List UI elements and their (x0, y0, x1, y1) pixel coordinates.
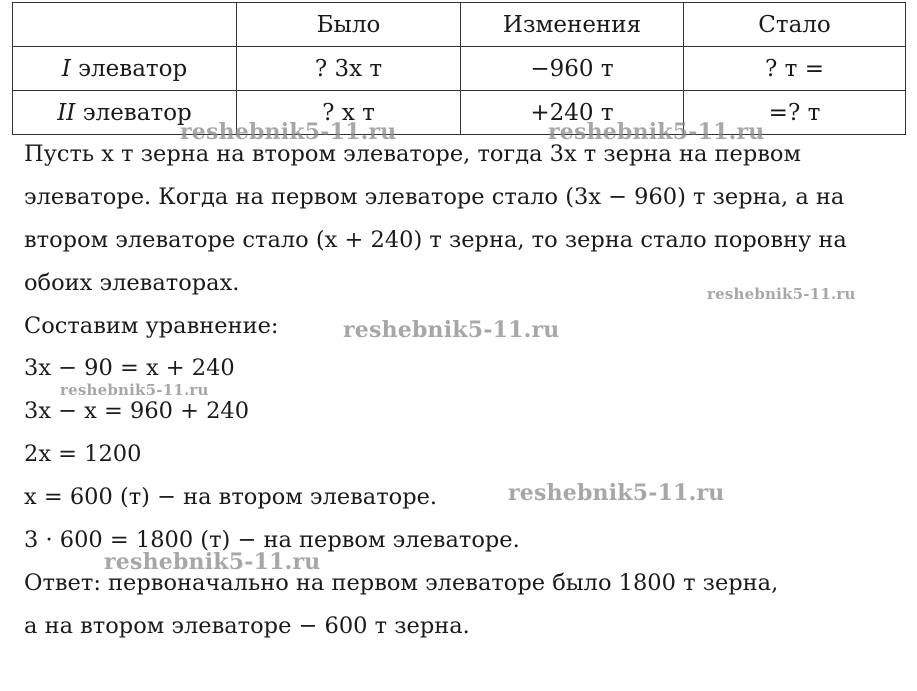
row-label-cell (13, 47, 237, 91)
table-row (13, 91, 906, 135)
data-table (12, 2, 906, 135)
row-label-text: элеватор (70, 55, 188, 82)
watermark: reshebnik5-11.ru (343, 317, 560, 343)
cell-change: +240 т (461, 91, 684, 135)
watermark: reshebnik5-11.ru (548, 119, 765, 145)
cell-was: ? 3x т (237, 47, 461, 91)
table-row (13, 47, 906, 91)
solution-line: элеваторе. Когда на первом элеваторе стало (3x − 960) т зерна, а на (24, 184, 845, 210)
equation-line: 3 · 600 = 1800 (т) − на первом элеваторе. (24, 527, 520, 553)
header-cell-change: Изменения (461, 3, 684, 47)
cell-change: −960 т (461, 47, 684, 91)
header-cell-empty (13, 3, 237, 47)
cell-became: =? т (684, 91, 906, 135)
solution-line: Составим уравнение: (24, 313, 279, 339)
watermark: reshebnik5-11.ru (60, 381, 209, 399)
row-roman-numeral: II (57, 99, 76, 126)
solution-line: Пусть x т зерна на втором элеваторе, тогда 3x т зерна на первом (24, 141, 801, 167)
watermark: reshebnik5-11.ru (104, 549, 321, 575)
watermark: reshebnik5-11.ru (707, 285, 856, 303)
solution-line: обоих элеваторах. (24, 270, 240, 296)
equation-line: 3x − x = 960 + 240 (24, 398, 250, 424)
table-header-row (13, 3, 906, 47)
header-cell-was: Было (237, 3, 461, 47)
answer-line: а на втором элеваторе − 600 т зерна. (24, 613, 470, 639)
row-label-text: элеватор (75, 99, 192, 126)
watermark: reshebnik5-11.ru (508, 480, 725, 506)
answer-line: Ответ: первоначально на первом элеваторе было 1800 т зерна, (24, 570, 779, 596)
watermark: reshebnik5-11.ru (180, 119, 397, 145)
cell-became: ? т = (684, 47, 906, 91)
solution-line: втором элеваторе стало (x + 240) т зерна, то зерна стало поровну на (24, 227, 847, 253)
equation-line: 3x − 90 = x + 240 (24, 355, 235, 381)
equation-line: 2x = 1200 (24, 441, 142, 467)
cell-was: ? x т (237, 91, 461, 135)
equation-line: x = 600 (т) − на втором элеваторе. (24, 484, 438, 510)
row-roman-numeral: I (61, 55, 71, 82)
header-cell-became: Стало (684, 3, 906, 47)
